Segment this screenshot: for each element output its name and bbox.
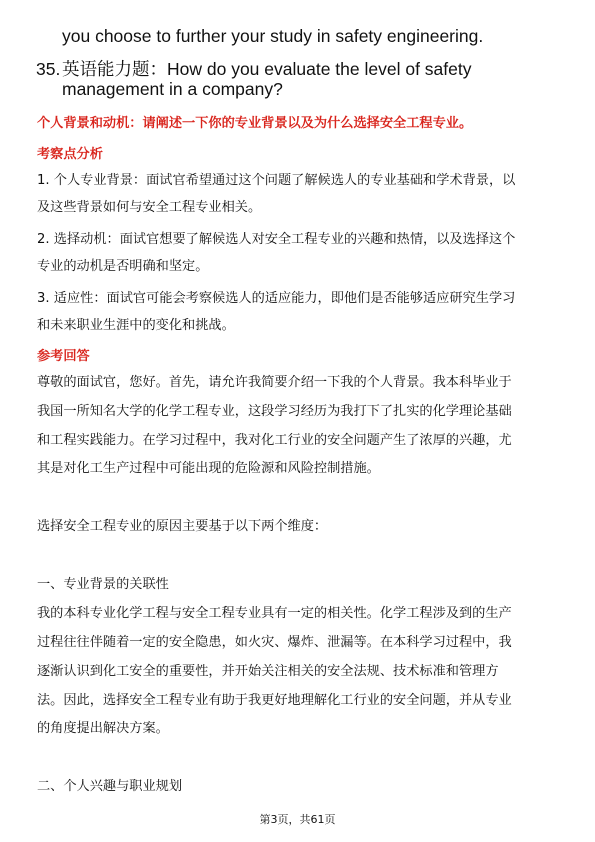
analysis-line: 专业的动机是否明确和坚定。 [37,259,209,274]
question-line-1: 英语能力题：How do you evaluate the level of safety [62,59,472,79]
question-number: 35. [36,59,61,79]
analysis-line: 和未来职业生涯中的变化和挑战。 [37,318,235,333]
question-prompt: 个人背景和动机：请阐述一下你的专业背景以及为什么选择安全工程专业。 [37,116,473,131]
section-line: 的角度提出解决方案。 [37,721,169,736]
answer-line: 其是对化工生产过程中可能出现的危险源和风险控制措施。 [37,461,380,476]
section-title: 一、专业背景的关联性 [37,577,169,592]
answer-heading: 参考回答 [37,349,90,364]
analysis-line: 及这些背景如何与安全工程专业相关。 [37,200,262,215]
section-line: 法。因此，选择安全工程专业有助于我更好地理解化工行业的安全问题，并从专业 [37,693,512,708]
section-line: 我的本科专业化学工程与安全工程专业具有一定的相关性。化学工程涉及到的生产 [37,606,512,621]
answer-line: 尊敬的面试官，您好。首先，请允许我简要介绍一下我的个人背景。我本科毕业于 [37,375,512,390]
answer-line: 和工程实践能力。在学习过程中，我对化工行业的安全问题产生了浓厚的兴趣，尤 [37,433,512,448]
analysis-line: 1. 个人专业背景：面试官希望通过这个问题了解候选人的专业基础和学术背景，以 [37,173,516,188]
answer-line: 我国一所知名大学的化学工程专业，这段学习经历为我打下了扎实的化学理论基础 [37,404,512,419]
section-line: 逐渐认识到化工安全的重要性，并开始关注相关的安全法规、技术标准和管理方 [37,664,499,679]
analysis-line: 3. 适应性：面试官可能会考察候选人的适应能力，即他们是否能够适应研究生学习 [37,291,516,306]
answer-line: 选择安全工程专业的原因主要基于以下两个维度： [37,519,328,534]
analysis-line: 2. 选择动机：面试官想要了解候选人对安全工程专业的兴趣和热情，以及选择这个 [37,232,516,247]
section-line: 过程往往伴随着一定的安全隐患，如火灾、爆炸、泄漏等。在本科学习过程中，我 [37,635,512,650]
page-footer: 第3页，共61页 [259,813,336,826]
question-line-2: management in a company? [62,79,283,99]
analysis-heading: 考察点分析 [37,147,103,162]
section-title: 二、个人兴趣与职业规划 [37,779,183,794]
intro-line: you choose to further your study in safety engineering. [62,26,484,46]
